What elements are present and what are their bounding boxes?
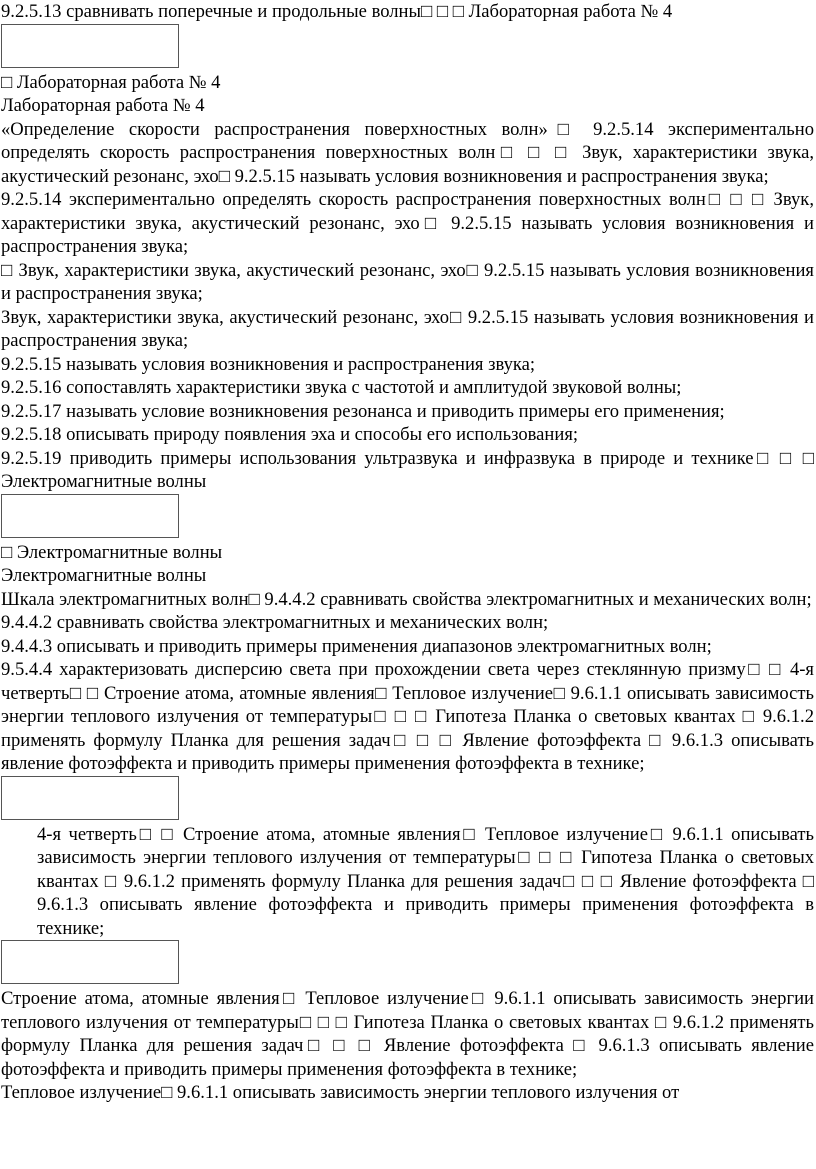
empty-frame-3 [1,776,179,820]
text-line-1: 9.2.5.13 сравнивать поперечные и продольные волны□ □ □ Лабораторная работа № 4 [1,1,673,22]
text-line-2: □ Лабораторная работа № 4 [1,71,221,93]
text-line-3: Лабораторная работа № 4 [1,95,205,116]
paragraph-9-4-4-2: 9.4.4.2 сравнивать свойства электромагнитных и механических волн; [1,612,549,633]
empty-frame-2 [1,494,179,538]
text-line-em-waves-2: Электромагнитные волны [1,565,207,586]
paragraph-9-4-4-3: 9.4.4.3 описывать и приводить примеры применения диапазонов электромагнитных волн; [1,635,712,657]
paragraph-9-2-5-19: 9.2.5.19 приводить примеры использования ультразвука и инфразвука в природе и технике□ □ □ Электромагнитные волны [1,447,814,492]
paragraph-quarter-4: 4-я четверть□ □ Строение атома, атомные явления□ Тепловое излучение□ 9.6.1.1 описывать зависимость энергии теплового излучения от температуры□ □ □ Гипотеза Планка о световых квантах □ 9.6.1.2 применять формулу Планка для решения задач□ □ □ Явление фотоэффекта □ 9.6.1.3 описывать явление фотоэффекта и приводить примеры применения фотоэффекта в технике; [37,823,814,939]
paragraph-9-2-5-15: 9.2.5.15 называть условия возникновения и распространения звука; [1,353,536,375]
paragraph-atom-structure: Строение атома, атомные явления□ Тепловое излучение□ 9.6.1.1 описывать зависимость энергии теплового излучения от температуры□ □ □ Гипотеза Планка о световых квантах □ 9.6.1.2 применять формулу Планка для решения задач□ □ □ Явление фотоэффекта □ 9.6.1.3 описывать явление фотоэффекта и приводить примеры применения фотоэффекта в технике; [1,988,814,1080]
paragraph-9-5-4-4: 9.5.4.4 характеризовать дисперсию света при прохождении света через стеклянную призму□ □ 4-я четверть□ □ Строение атома, атомные явления□ Тепловое излучение□ 9.6.1.1 описывать зависимость энергии теплового излучения от температуры□ □ □ Гипотеза Планка о световых квантах □ 9.6.1.2 применять формулу Планка для решения задач□ □ □ Явление фотоэффекта □ 9.6.1.3 описывать явление фотоэффекта и приводить примеры применения фотоэффекта в технике; [1,659,814,774]
paragraph-9-2-5-17: 9.2.5.17 называть условие возникновения резонанса и приводить примеры его применения; [1,400,725,422]
paragraph-scale: Шкала электромагнитных волн□ 9.4.4.2 сравнивать свойства электромагнитных и механических волн; [1,588,812,610]
paragraph-9-2-5-18: 9.2.5.18 описывать природу появления эха и способы его использования; [1,424,579,445]
paragraph-sound-1: □ Звук, характеристики звука, акустический резонанс, эхо□ 9.2.5.15 называть условия возникновения и распространения звука; [1,259,814,304]
paragraph-9-2-5-14: 9.2.5.14 экспериментально определять скорость распространения поверхностных волн□ □ □ Звук, характеристики звука, акустический резонанс, эхо□ 9.2.5.15 называть условия возникновения и распространения звука; [1,189,814,257]
empty-frame-4 [1,940,179,984]
paragraph-lab-title: «Определение скорости распространения поверхностных волн»□ 9.2.5.14 экспериментально определять скорость распространения поверхностных волн□ □ □ Звук, характеристики звука, акустический резонанс, эхо□ 9.2.5.15 называть условия возникновения и распространения звука; [1,118,814,187]
paragraph-sound-2: Звук, характеристики звука, акустический резонанс, эхо□ 9.2.5.15 называть условия возникновения и распространения звука; [1,306,814,351]
paragraph-9-2-5-16: 9.2.5.16 сопоставлять характеристики звука с частотой и амплитудой звуковой волны; [1,377,682,398]
empty-frame-1 [1,24,179,68]
paragraph-thermal-radiation: Тепловое излучение□ 9.6.1.1 описывать зависимость энергии теплового излучения от [1,1082,680,1103]
text-line-em-waves-1: □ Электромагнитные волны [1,541,223,563]
